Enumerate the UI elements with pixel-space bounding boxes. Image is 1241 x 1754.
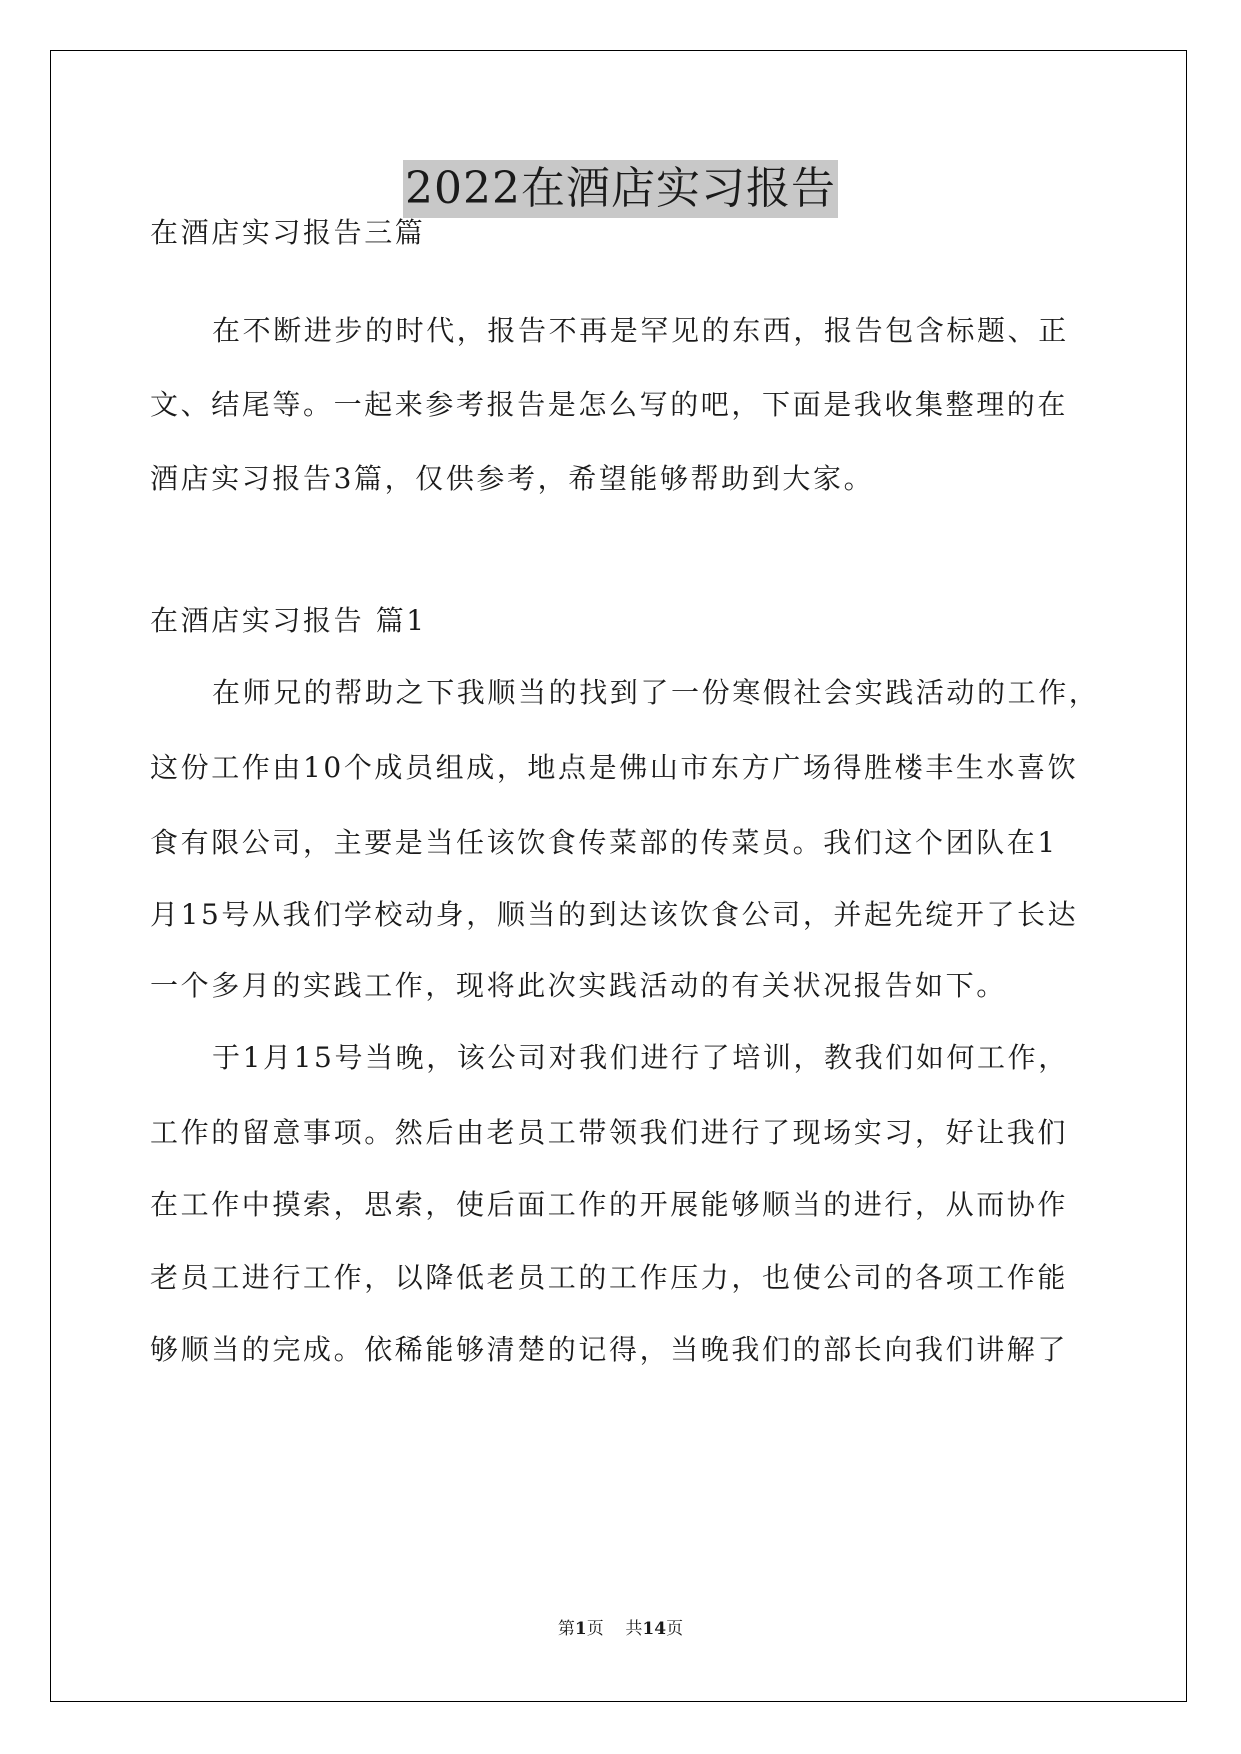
para1-line: 这份工作由10个成员组成，地点是佛山市东方广场得胜楼丰生水喜饮 [150, 751, 1079, 784]
para1-line: 在师兄的帮助之下我顺当的找到了一份寒假社会实践活动的工作， [212, 676, 1100, 709]
para1-line: 月15号从我们学校动身，顺当的到达该饮食公司，并起先绽开了长达 [150, 898, 1079, 931]
page-border [50, 50, 1187, 1702]
page-footer [0, 1618, 1241, 1640]
para2-line: 工作的留意事项。然后由老员工带领我们进行了现场实习，好让我们 [150, 1116, 1069, 1149]
total-suffix: 页 [666, 1619, 684, 1639]
para2-line: 够顺当的完成。依稀能够清楚的记得，当晚我们的部长向我们讲解了 [150, 1333, 1069, 1366]
intro-line: 酒店实习报告3篇，仅供参考，希望能够帮助到大家。 [150, 462, 875, 495]
total-pages: 14 [642, 1619, 667, 1639]
para2-line: 在工作中摸索，思索，使后面工作的开展能够顺当的进行，从而协作 [150, 1188, 1069, 1221]
para1-line: 食有限公司，主要是当任该饮食传菜部的传菜员。我们这个团队在1 [150, 826, 1058, 859]
page-number: 1 [574, 1619, 587, 1639]
para1-line: 一个多月的实践工作，现将此次实践活动的有关状况报告如下。 [150, 969, 1007, 1002]
title-container [0, 160, 1241, 218]
document-title: 2022在酒店实习报告 [403, 160, 838, 218]
intro-line: 文、结尾等。一起来参考报告是怎么写的吧，下面是我收集整理的在 [150, 388, 1069, 421]
para2-line: 老员工进行工作，以降低老员工的工作压力，也使公司的各项工作能 [150, 1261, 1069, 1294]
page-suffix: 页 [586, 1619, 604, 1639]
subtitle: 在酒店实习报告三篇 [150, 216, 426, 249]
section-heading: 在酒店实习报告 篇1 [150, 604, 427, 637]
total-prefix: 共 [625, 1619, 643, 1639]
intro-line: 在不断进步的时代，报告不再是罕见的东西，报告包含标题、正 [212, 314, 1069, 347]
page-prefix: 第 [557, 1619, 575, 1639]
para2-line: 于1月15号当晚，该公司对我们进行了培训，教我们如何工作， [212, 1041, 1069, 1074]
